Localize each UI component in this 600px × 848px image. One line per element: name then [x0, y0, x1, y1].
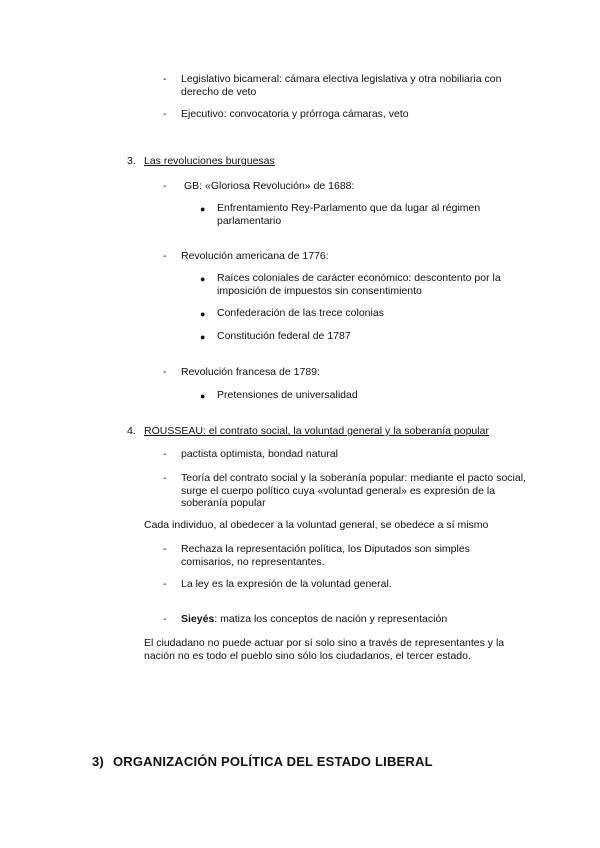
heading-revoluciones-burguesas: Las revoluciones burguesas [144, 155, 275, 167]
paragraph-ciudadano: El ciudadano no puede actuar por sí solo sino a través de representantes y la nación no es todo el pueblo sino sólo los ciudadanos, el tercer estado. [144, 637, 505, 662]
list-item-gb-bullet: Enfrentamiento Rey-Parlamento que da lugar al régimen parlamentario [217, 202, 481, 227]
list-number-4: 4. [127, 425, 136, 437]
list-number-3: 3. [127, 155, 136, 167]
dash-marker: - [163, 73, 167, 85]
list-item-usa-bullet-1: Raíces coloniales de carácter económico: descontento por la imposición de impuestos sin consentimiento [217, 272, 501, 297]
sieyes-text: : matiza los conceptos de nación y representación [214, 613, 448, 625]
dash-marker: - [163, 613, 167, 625]
section-number: 3) [92, 754, 104, 769]
section-heading [92, 754, 433, 770]
bullet-marker: ● [200, 391, 206, 401]
sieyes-name: Sieyés [181, 613, 215, 625]
dash-marker: - [163, 448, 167, 460]
dash-marker: - [163, 366, 167, 378]
dash-marker: - [163, 250, 167, 262]
list-item-fr-bullet: Pretensiones de universalidad [217, 389, 358, 401]
list-item-usa: Revolución americana de 1776: [181, 250, 329, 262]
dash-marker: - [163, 578, 167, 590]
section-title: ORGANIZACIÓN POLÍTICA DEL ESTADO LIBERAL [112, 754, 433, 769]
dash-marker: - [163, 108, 167, 120]
heading-rousseau: ROUSSEAU: el contrato social, la voluntad general y la soberanía popular [144, 425, 489, 437]
list-item-ley: La ley es la expresión de la voluntad general. [181, 578, 392, 590]
dash-marker: - [163, 472, 167, 484]
list-item-legislativo: Legislativo bicameral: cámara electiva legislativa y otra nobiliaria con derecho de veto [181, 73, 502, 98]
list-item-usa-bullet-3: Constitución federal de 1787 [217, 330, 351, 342]
bullet-marker: ● [200, 204, 206, 214]
list-item-sieyes [181, 613, 516, 626]
list-item-pactista: pactista optimista, bondad natural [181, 448, 339, 460]
paragraph-cada-individuo: Cada individuo, al obedecer a la voluntad general, se obedece a sí mismo [144, 519, 489, 531]
dash-marker: - [163, 180, 167, 192]
bullet-marker: ● [200, 309, 206, 319]
list-item-fr: Revolución francesa de 1789: [181, 366, 320, 378]
list-item-ejecutivo: Ejecutivo: convocatoria y prórroga cámaras, veto [181, 108, 409, 120]
dash-marker: - [163, 543, 167, 555]
bullet-marker: ● [200, 274, 206, 284]
list-item-rechaza: Rechaza la representación política, los Diputados son simples comisarios, no representantes. [181, 543, 470, 568]
list-item-gb: GB: «Gloriosa Revolución» de 1688: [184, 180, 355, 192]
list-item-teoria: Teoría del contrato social y la soberanía popular: mediante el pacto social, surge el cuerpo político cuya «voluntad general» es expresión de la soberanía popular [181, 472, 526, 509]
list-item-usa-bullet-2: Confederación de las trece colonias [217, 307, 384, 319]
bullet-marker: ● [200, 332, 206, 342]
